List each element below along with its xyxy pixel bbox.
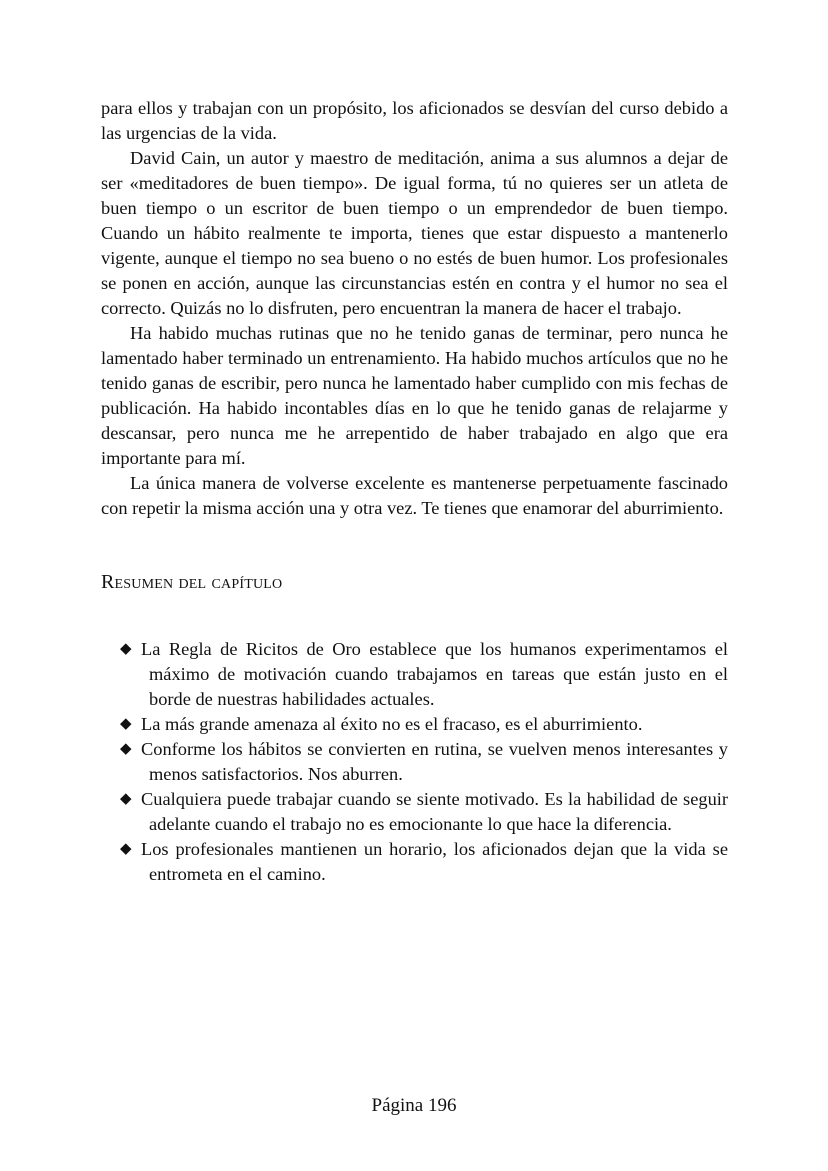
summary-item: [120, 737, 728, 787]
summary-item-text: Conforme los hábitos se convierten en rutina, se vuelven menos interesantes y menos satisfactorios. Nos aburren.: [141, 739, 728, 784]
page-number: Página 196: [371, 1095, 457, 1116]
paragraph-continuation: para ellos y trabajan con un propósito, los aficionados se desvían del curso debido a las urgencias de la vida.: [101, 98, 728, 143]
paragraph-routines: Ha habido muchas rutinas que no he tenido ganas de terminar, pero nunca he lamentado haber terminado un entrenamiento. Ha habido muchos artículos que no he tenido ganas de escribir, pero nunca he lamentado haber cumplido con mis fechas de publicación. Ha habido incontables días en lo que he tenido ganas de relajarme y descansar, pero nunca me he arrepentido de haber trabajado en algo que era importante para mí.: [101, 323, 728, 468]
paragraph-excellence: La única manera de volverse excelente es mantenerse perpetuamente fascinado con repetir la misma acción una y otra vez. Te tienes que enamorar del aburrimiento.: [101, 473, 728, 518]
diamond-bullet-icon: ◆: [120, 841, 132, 857]
chapter-summary-heading: Resumen del capítulo: [101, 571, 283, 593]
summary-item: [120, 712, 728, 737]
summary-item-text: Los profesionales mantienen un horario, los aficionados dejan que la vida se entrometa en el camino.: [141, 839, 728, 884]
paragraph-david-cain: David Cain, un autor y maestro de meditación, anima a sus alumnos a dejar de ser «meditadores de buen tiempo». De igual forma, tú no quieres ser un atleta de buen tiempo o un escritor de buen tiempo o un emprendedor de buen tiempo. Cuando un hábito realmente te importa, tienes que estar dispuesto a mantenerlo vigente, aunque el tiempo no sea bueno o no estés de buen humor. Los profesionales se ponen en acción, aunque las circunstancias estén en contra y el humor no sea el correcto. Quizás no lo disfruten, pero encuentran la manera de hacer el trabajo.: [101, 148, 728, 318]
summary-item: [120, 787, 728, 837]
summary-item-text: La más grande amenaza al éxito no es el fracaso, es el aburrimiento.: [141, 714, 643, 734]
summary-item-text: La Regla de Ricitos de Oro establece que los humanos experimentamos el máximo de motivación cuando trabajamos en tareas que están justo en el borde de nuestras habilidades actuales.: [141, 639, 728, 709]
diamond-bullet-icon: ◆: [120, 716, 132, 732]
summary-item: [120, 837, 728, 887]
chapter-summary-list: [120, 637, 728, 887]
diamond-bullet-icon: ◆: [120, 641, 132, 657]
diamond-bullet-icon: ◆: [120, 791, 132, 807]
diamond-bullet-icon: ◆: [120, 741, 132, 757]
summary-item-text: Cualquiera puede trabajar cuando se siente motivado. Es la habilidad de seguir adelante cuando el trabajo no es emocionante lo que hace la diferencia.: [141, 789, 728, 834]
page-body: [101, 96, 728, 887]
summary-item: [120, 637, 728, 712]
